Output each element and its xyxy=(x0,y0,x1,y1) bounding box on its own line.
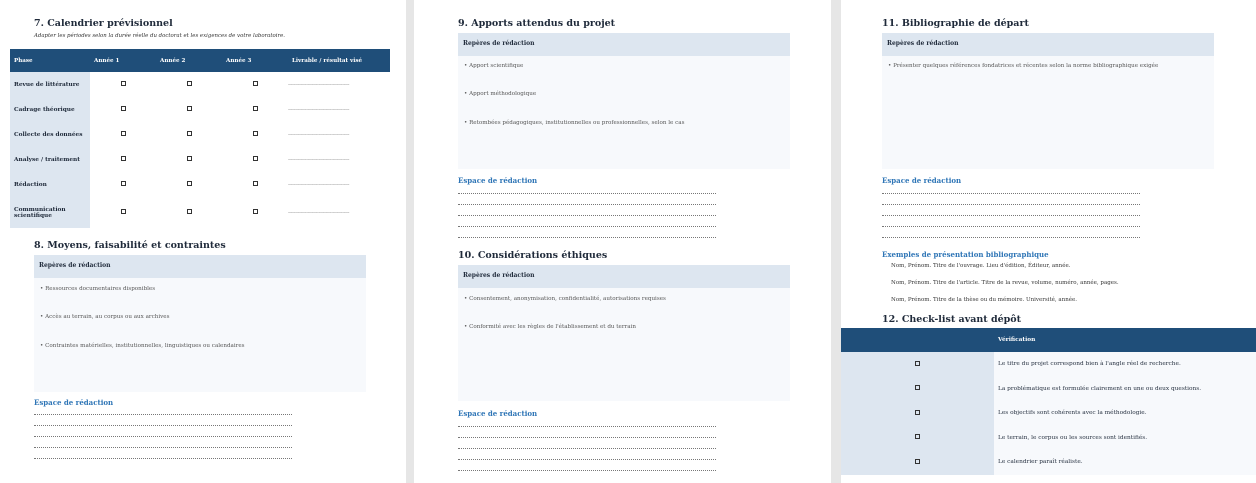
writing-line[interactable] xyxy=(34,447,292,448)
checkbox-year-2[interactable] xyxy=(156,72,222,97)
table-row xyxy=(10,97,390,122)
table-row xyxy=(841,352,1256,377)
deliverable-blank[interactable]: -------------------------------------------- xyxy=(288,181,350,188)
guidance-bullet: • Ressources documentaires disponibles xyxy=(40,286,156,292)
guidance-box-header: Repères de rédaction xyxy=(458,265,790,288)
checkbox-year-3[interactable] xyxy=(222,122,288,147)
deliverable-blank[interactable]: -------------------------------------------- xyxy=(288,81,350,88)
guidance-bullet: • Retombées pédagogiques, institutionnelles ou professionnelles, selon le cas xyxy=(464,120,685,126)
bibliography-examples-title: Exemples de présentation bibliographique xyxy=(882,250,1049,259)
table-row xyxy=(841,426,1256,451)
guidance-box xyxy=(458,265,790,401)
guidance-box xyxy=(882,33,1214,169)
guidance-box-header: Repères de rédaction xyxy=(882,33,1214,56)
checkbox-icon[interactable] xyxy=(915,459,920,464)
page-3 xyxy=(841,0,1256,483)
checkbox-icon[interactable] xyxy=(187,131,192,136)
checkbox-icon[interactable] xyxy=(253,106,258,111)
table-row xyxy=(841,401,1256,426)
guidance-box xyxy=(34,255,366,392)
checkbox-icon[interactable] xyxy=(187,81,192,86)
checkbox-year-3[interactable] xyxy=(222,147,288,172)
guidance-box-header: Repères de rédaction xyxy=(34,255,366,278)
checklist-table xyxy=(841,328,1256,475)
phase-label: Communication scientifique xyxy=(10,197,90,228)
guidance-bullet: • Présenter quelques références fondatrices et récentes selon la norme bibliographique exigée xyxy=(888,63,1159,69)
checkbox-icon[interactable] xyxy=(915,361,920,366)
checkbox-year-1[interactable] xyxy=(90,72,156,97)
writing-space-label: Espace de rédaction xyxy=(458,176,538,185)
bibliography-example: Nom, Prénom. Titre de l'article. Titre de la revue, volume, numéro, année, pages. xyxy=(891,280,1119,286)
checkbox-year-1[interactable] xyxy=(90,172,156,197)
checkbox-year-2[interactable] xyxy=(156,172,222,197)
header-year-3: Année 3 xyxy=(222,49,288,72)
writing-line[interactable] xyxy=(34,414,292,415)
writing-line[interactable] xyxy=(882,226,1140,227)
phase-label: Cadrage théorique xyxy=(10,97,90,122)
header-deliverable: Livrable / résultat visé xyxy=(288,49,390,72)
checkbox-cell[interactable] xyxy=(841,426,994,451)
writing-space-label: Espace de rédaction xyxy=(34,398,114,407)
writing-line[interactable] xyxy=(458,426,716,427)
writing-line[interactable] xyxy=(882,237,1140,238)
bibliography-example: Nom, Prénom. Titre de l'ouvrage. Lieu d'édition, Éditeur, année. xyxy=(891,263,1071,269)
checkbox-icon[interactable] xyxy=(253,131,258,136)
phase-label: Rédaction xyxy=(10,172,90,197)
checkbox-icon[interactable] xyxy=(121,81,126,86)
writing-line[interactable] xyxy=(458,204,716,205)
checkbox-icon[interactable] xyxy=(187,106,192,111)
guidance-bullet: • Conformité avec les règles de l'établissement et du terrain xyxy=(464,324,636,330)
checklist-item: Le terrain, le corpus ou les sources sont identifiés. xyxy=(994,426,1256,451)
writing-line[interactable] xyxy=(458,448,716,449)
schedule-table xyxy=(10,49,390,228)
writing-line[interactable] xyxy=(458,226,716,227)
table-row xyxy=(10,72,390,97)
writing-line[interactable] xyxy=(882,204,1140,205)
checkbox-icon[interactable] xyxy=(915,434,920,439)
phase-label: Analyse / traitement xyxy=(10,147,90,172)
writing-line[interactable] xyxy=(34,458,292,459)
checkbox-icon[interactable] xyxy=(253,181,258,186)
writing-line[interactable] xyxy=(882,215,1140,216)
deliverable-blank[interactable]: -------------------------------------------- xyxy=(288,131,350,138)
writing-line[interactable] xyxy=(458,215,716,216)
section-9-title: 9. Apports attendus du projet xyxy=(458,18,616,29)
writing-space-label: Espace de rédaction xyxy=(458,409,538,418)
guidance-bullet: • Contraintes matérielles, institutionnelles, linguistiques ou calendaires xyxy=(40,343,245,349)
page-2 xyxy=(414,0,831,483)
guidance-bullet: • Consentement, anonymisation, confidentialité, autorisations requises xyxy=(464,296,666,302)
checkbox-icon[interactable] xyxy=(253,209,258,214)
checkbox-year-3[interactable] xyxy=(222,72,288,97)
checkbox-icon[interactable] xyxy=(253,81,258,86)
section-10-title: 10. Considérations éthiques xyxy=(458,250,608,261)
checkbox-icon[interactable] xyxy=(121,156,126,161)
checkbox-icon[interactable] xyxy=(121,106,126,111)
table-row xyxy=(10,147,390,172)
section-12-title: 12. Check-list avant dépôt xyxy=(882,314,1022,325)
checkbox-year-1[interactable] xyxy=(90,122,156,147)
checkbox-year-3[interactable] xyxy=(222,197,288,228)
writing-space-label: Espace de rédaction xyxy=(882,176,962,185)
checkbox-year-1[interactable] xyxy=(90,147,156,172)
header-phase: Phase xyxy=(10,49,90,72)
checkbox-cell[interactable] xyxy=(841,352,994,377)
writing-line[interactable] xyxy=(458,437,716,438)
guidance-bullet: • Accès au terrain, au corpus ou aux archives xyxy=(40,314,170,320)
checklist-header: Vérification xyxy=(994,328,1256,352)
checkbox-icon[interactable] xyxy=(121,181,126,186)
guidance-bullet: • Apport scientifique xyxy=(464,63,524,69)
checklist-item: Le calendrier paraît réaliste. xyxy=(994,450,1256,475)
phase-label: Revue de littérature xyxy=(10,72,90,97)
checkbox-cell[interactable] xyxy=(841,377,994,402)
deliverable-blank[interactable]: -------------------------------------------- xyxy=(288,106,350,113)
checkbox-year-1[interactable] xyxy=(90,97,156,122)
checklist-item: Le titre du projet correspond bien à l'angle réel de recherche. xyxy=(994,352,1256,377)
checkbox-year-2[interactable] xyxy=(156,147,222,172)
checklist-item: Les objectifs sont cohérents avec la méthodologie. xyxy=(994,401,1256,426)
writing-line[interactable] xyxy=(34,425,292,426)
checkbox-icon[interactable] xyxy=(121,209,126,214)
table-row xyxy=(841,450,1256,475)
guidance-box-header: Repères de rédaction xyxy=(458,33,790,56)
writing-line[interactable] xyxy=(882,193,1140,194)
checkbox-icon[interactable] xyxy=(915,410,920,415)
checkbox-cell[interactable] xyxy=(841,450,994,475)
phase-label: Collecte des données xyxy=(10,122,90,147)
table-row xyxy=(10,197,390,228)
checklist-item: La problématique est formulée clairement en une ou deux questions. xyxy=(994,377,1256,402)
checkbox-year-2[interactable] xyxy=(156,122,222,147)
checkbox-icon[interactable] xyxy=(121,131,126,136)
section-7-subtitle: Adapter les périodes selon la durée réelle du doctorat et les exigences de votre laboratoire. xyxy=(34,33,286,39)
checkbox-icon[interactable] xyxy=(187,181,192,186)
guidance-bullet: • Apport méthodologique xyxy=(464,91,537,97)
section-11-title: 11. Bibliographie de départ xyxy=(882,18,1029,29)
checkbox-year-2[interactable] xyxy=(156,97,222,122)
writing-line[interactable] xyxy=(458,459,716,460)
checklist-header-empty xyxy=(841,328,994,352)
checkbox-year-2[interactable] xyxy=(156,197,222,228)
guidance-box xyxy=(458,33,790,169)
writing-line[interactable] xyxy=(458,193,716,194)
checkbox-year-3[interactable] xyxy=(222,97,288,122)
page-1 xyxy=(0,0,406,483)
table-row xyxy=(10,172,390,197)
checkbox-icon[interactable] xyxy=(187,209,192,214)
header-year-1: Année 1 xyxy=(90,49,156,72)
checkbox-icon[interactable] xyxy=(915,385,920,390)
deliverable-blank[interactable]: -------------------------------------------- xyxy=(288,209,350,216)
section-7-title: 7. Calendrier prévisionnel xyxy=(34,18,173,29)
checkbox-icon[interactable] xyxy=(253,156,258,161)
table-row xyxy=(841,377,1256,402)
bibliography-example: Nom, Prénom. Titre de la thèse ou du mémoire. Université, année. xyxy=(891,297,1078,303)
section-8-title: 8. Moyens, faisabilité et contraintes xyxy=(34,240,226,251)
table-row xyxy=(10,122,390,147)
checkbox-cell[interactable] xyxy=(841,401,994,426)
writing-line[interactable] xyxy=(458,237,716,238)
writing-line[interactable] xyxy=(34,436,292,437)
checkbox-year-1[interactable] xyxy=(90,197,156,228)
checkbox-year-3[interactable] xyxy=(222,172,288,197)
deliverable-blank[interactable]: -------------------------------------------- xyxy=(288,156,350,163)
writing-line[interactable] xyxy=(458,470,716,471)
header-year-2: Année 2 xyxy=(156,49,222,72)
checkbox-icon[interactable] xyxy=(187,156,192,161)
